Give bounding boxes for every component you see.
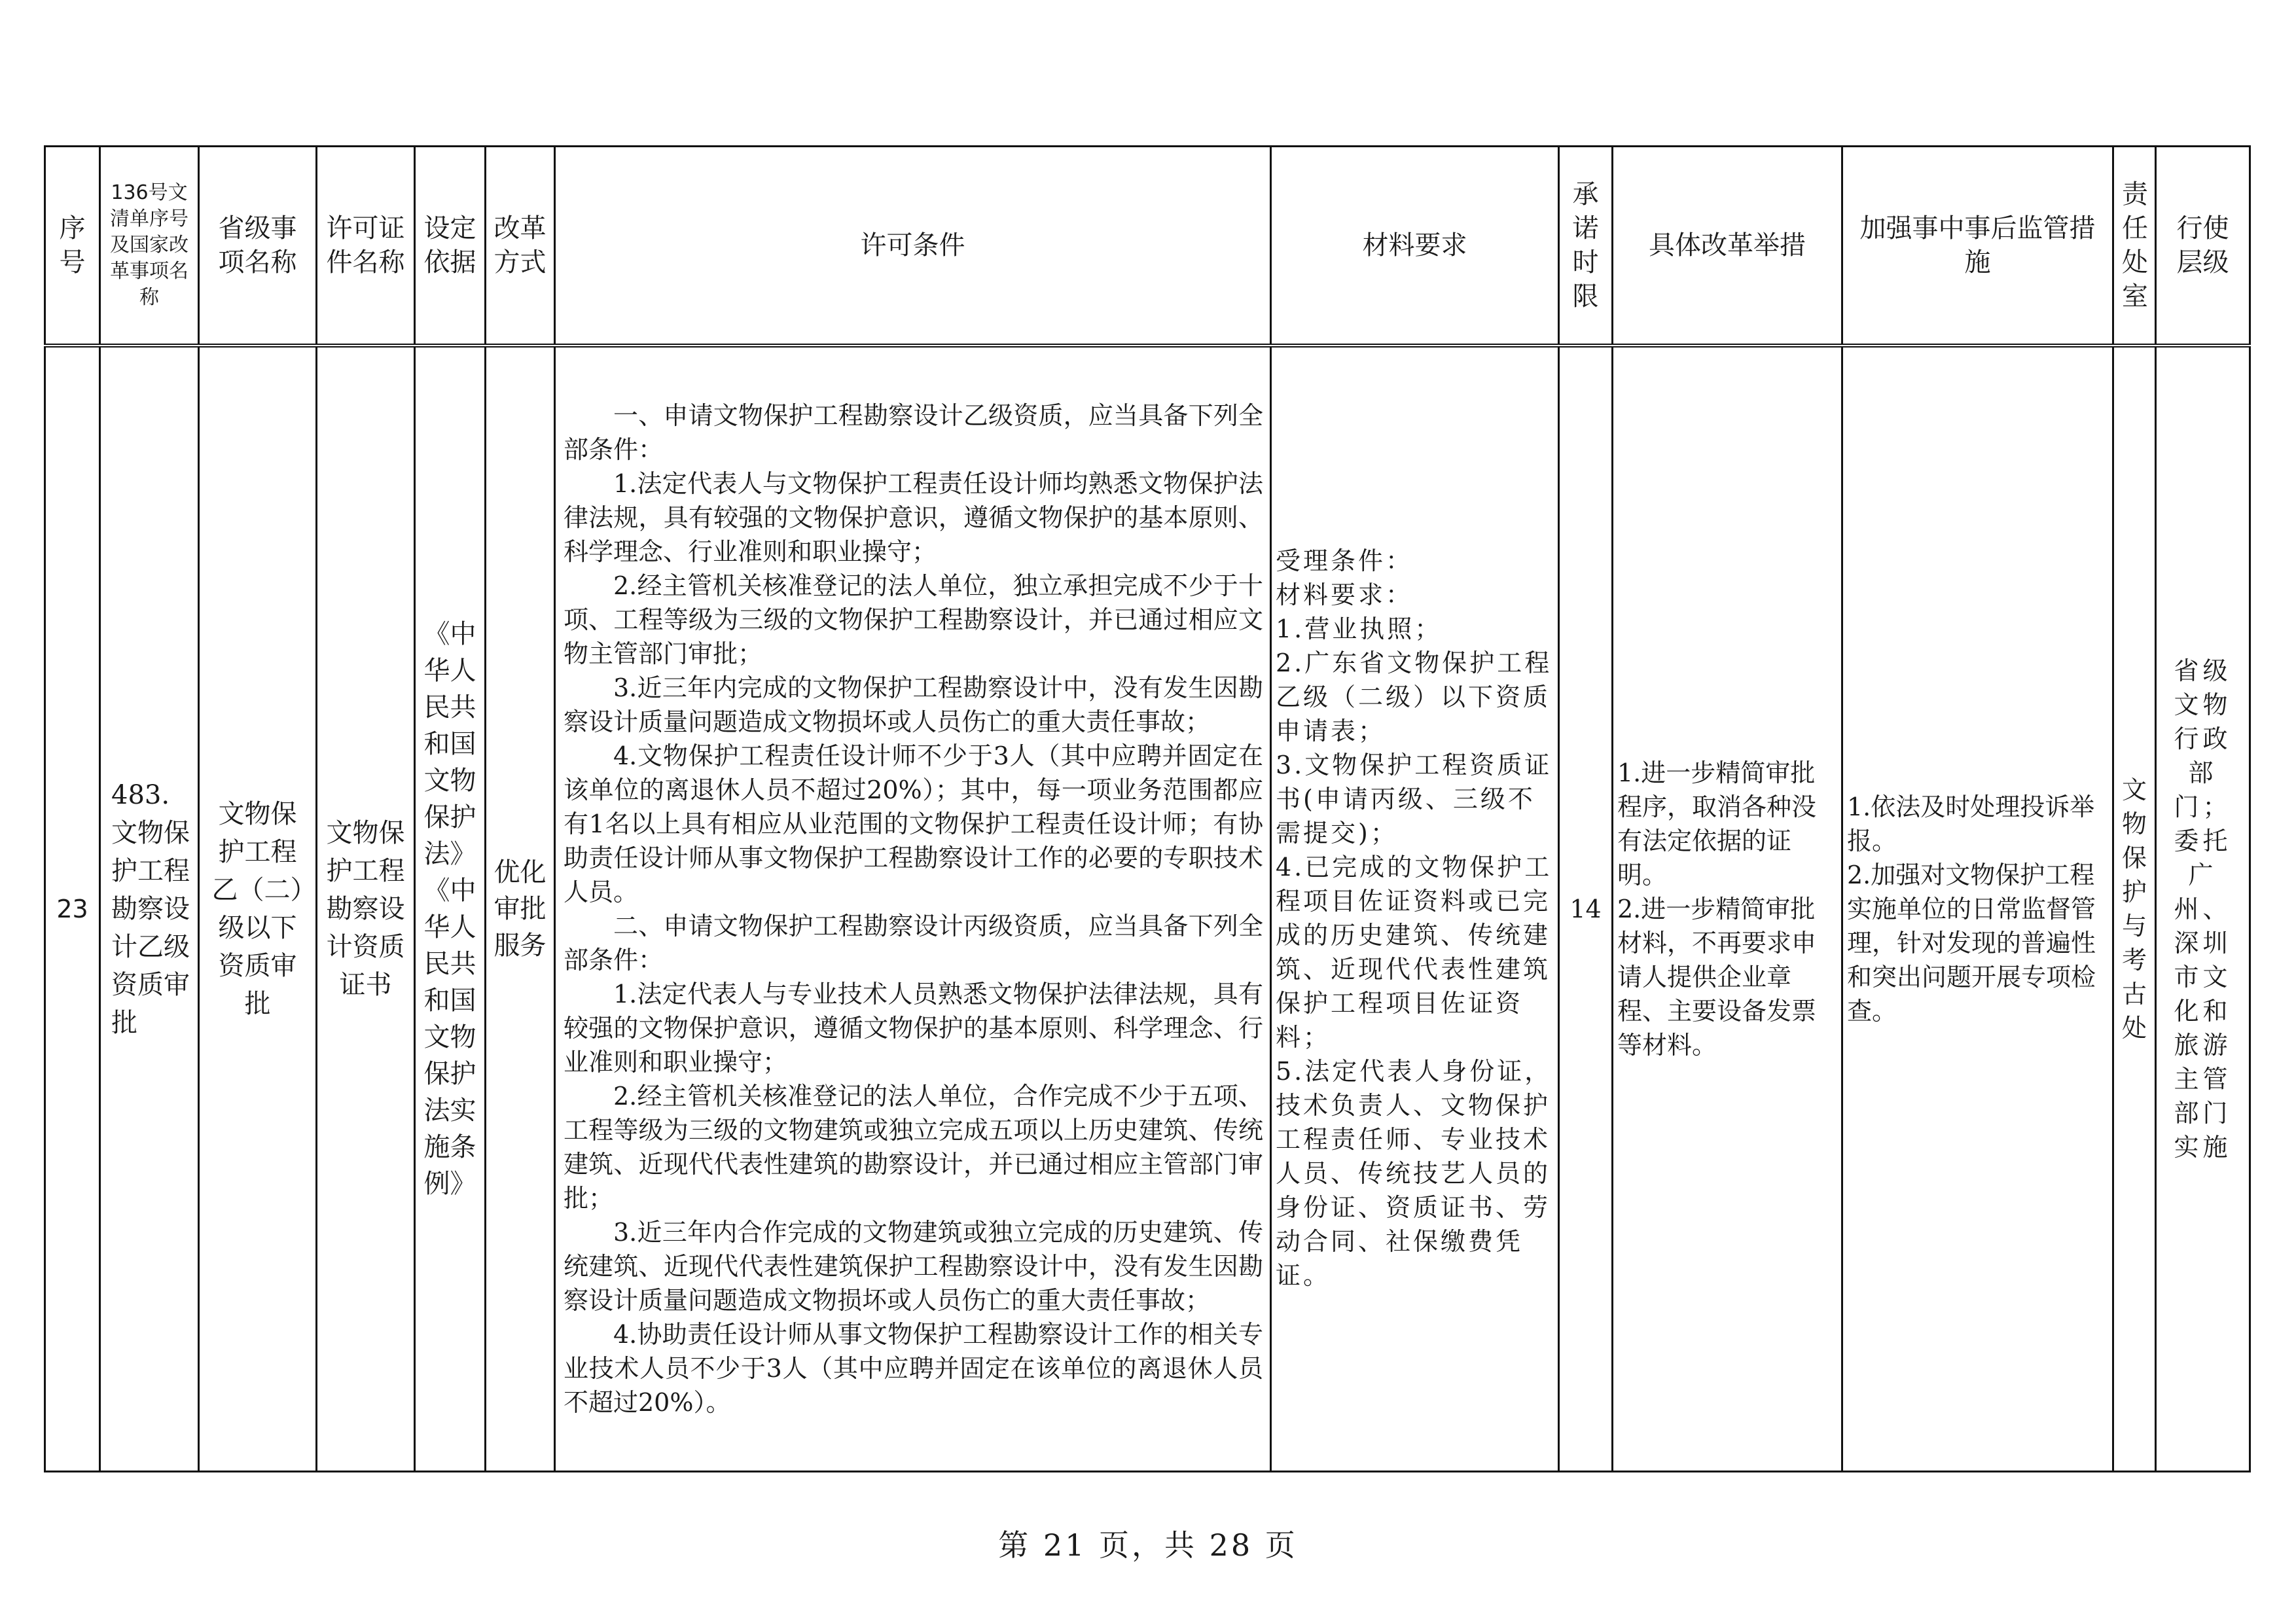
cell-conditions (555, 346, 1271, 1471)
cell-measures (1613, 346, 1842, 1471)
cell-time-limit: 14 (1559, 346, 1613, 1471)
cell-provincial-item: 文物保护工程乙（二）级以下资质审批 (199, 346, 317, 1471)
cell-reform-mode: 优化审批服务 (486, 346, 555, 1471)
material-item: 3.文物保护工程资质证书(申请丙级、三级不需提交)； (1276, 751, 1552, 847)
material-item: 受理条件： (1276, 546, 1414, 575)
condition-paragraph: 1.法定代表人与专业技术人员熟悉文物保护法律法规，具有较强的文物保护意识，遵循文物保护的基本原则、科学理念、行业准则和职业操守； (564, 979, 1263, 1077)
condition-paragraph: 二、申请文物保护工程勘察设计丙级资质，应当具备下列全部条件： (564, 911, 1263, 974)
material-item: 4.已完成的文物保护工程项目佐证资料或已完成的历史建筑、传统建筑、近现代代表性建筑保护工程项目佐证资料； (1276, 853, 1552, 1052)
header-department: 责任处室 (2113, 147, 2156, 346)
header-time-limit: 承诺时限 (1559, 147, 1613, 346)
measure-item: 1.进一步精简审批程序，取消各种没有法定依据的证明。 (1617, 758, 1817, 889)
header-list136: 136号文清单序号及国家改革事项名称 (100, 147, 199, 346)
condition-paragraph: 4.协助责任设计师从事文物保护工程勘察设计工作的相关专业技术人员不少于3人（其中应聘并固定在该单位的离退休人员不超过20%）。 (564, 1319, 1263, 1417)
condition-paragraph: 2.经主管机关核准登记的法人单位，合作完成不少于五项、工程等级为三级的文物建筑或独立完成五项以上历史建筑、传统建筑、近现代代表性建筑的勘察设计，并已通过相应主管部门审批； (564, 1081, 1263, 1213)
cell-list136: 483.文物保护工程勘察设计乙级资质审批 (100, 346, 199, 1471)
cell-seq: 23 (45, 346, 100, 1471)
header-supervision: 加强事中事后监管措施 (1842, 147, 2113, 346)
condition-paragraph: 3.近三年内完成的文物保护工程勘察设计中，没有发生因勘察设计质量问题造成文物损坏或人员伤亡的重大责任事故； (564, 673, 1263, 736)
table-row (45, 346, 2250, 1471)
table-header-row (45, 147, 2250, 346)
condition-paragraph: 4.文物保护工程责任设计师不少于3人（其中应聘并固定在该单位的离退休人员不超过20%）；其中，每一项业务范围都应有1名以上具有相应从业范围的文物保护工程责任设计师；有协助责任设计师从事文物保护工程勘察设计工作的必要的专职技术人员。 (564, 741, 1263, 906)
material-item: 1.营业执照； (1276, 615, 1443, 643)
cell-department: 文物保护与考古处 (2113, 346, 2156, 1471)
condition-paragraph: 1.法定代表人与文物保护工程责任设计师均熟悉文物保护法律法规，具有较强的文物保护意识，遵循文物保护的基本原则、科学理念、行业准则和职业操守； (564, 469, 1263, 566)
material-item: 2.广东省文物保护工程乙级（二级）以下资质申请表； (1276, 649, 1552, 745)
header-conditions: 许可条件 (555, 147, 1271, 346)
cell-materials (1271, 346, 1559, 1471)
header-measures: 具体改革举措 (1613, 147, 1842, 346)
material-item: 材料要求： (1276, 580, 1414, 609)
measure-item: 2.进一步精简审批材料，不再要求申请人提供企业章程、主要设备发票等材料。 (1617, 894, 1817, 1060)
header-seq: 序号 (45, 147, 100, 346)
header-materials: 材料要求 (1271, 147, 1559, 346)
supervision-item: 1.依法及时处理投诉举报。 (1847, 792, 2095, 855)
cell-legal-basis: 《中华人民共和国文物保护法》《中华人民共和国文物保护法实施条例》 (415, 346, 486, 1471)
reform-table (44, 145, 2251, 1472)
supervision-item: 2.加强对文物保护工程实施单位的日常监督管理，针对发现的普遍性和突出问题开展专项检查。 (1847, 860, 2096, 1026)
condition-paragraph: 一、申请文物保护工程勘察设计乙级资质，应当具备下列全部条件： (564, 401, 1263, 464)
header-reform-mode: 改革方式 (486, 147, 555, 346)
header-provincial-item: 省级事项名称 (199, 147, 317, 346)
page-footer: 第 21 页，共 28 页 (998, 1527, 1298, 1563)
condition-paragraph: 2.经主管机关核准登记的法人单位，独立承担完成不少于十项、工程等级为三级的文物保护工程勘察设计，并已通过相应文物主管部门审批； (564, 571, 1263, 668)
header-legal-basis: 设定依据 (415, 147, 486, 346)
cell-level: 省级文物行政部门；委托广州、深圳市文化和旅游主管部门实施 (2156, 346, 2250, 1471)
cell-supervision (1842, 346, 2113, 1471)
header-level: 行使层级 (2156, 147, 2250, 346)
cell-license-name: 文物保护工程勘察设计资质证书 (317, 346, 415, 1471)
material-item: 5.法定代表人身份证，技术负责人、文物保护工程责任师、专业技术人员、传统技艺人员的身份证、资质证书、劳动合同、社保缴费凭证。 (1276, 1057, 1552, 1290)
header-license-name: 许可证件名称 (317, 147, 415, 346)
condition-paragraph: 3.近三年内合作完成的文物建筑或独立完成的历史建筑、传统建筑、近现代代表性建筑保护工程勘察设计中，没有发生因勘察设计质量问题造成文物损坏或人员伤亡的重大责任事故； (564, 1217, 1263, 1315)
